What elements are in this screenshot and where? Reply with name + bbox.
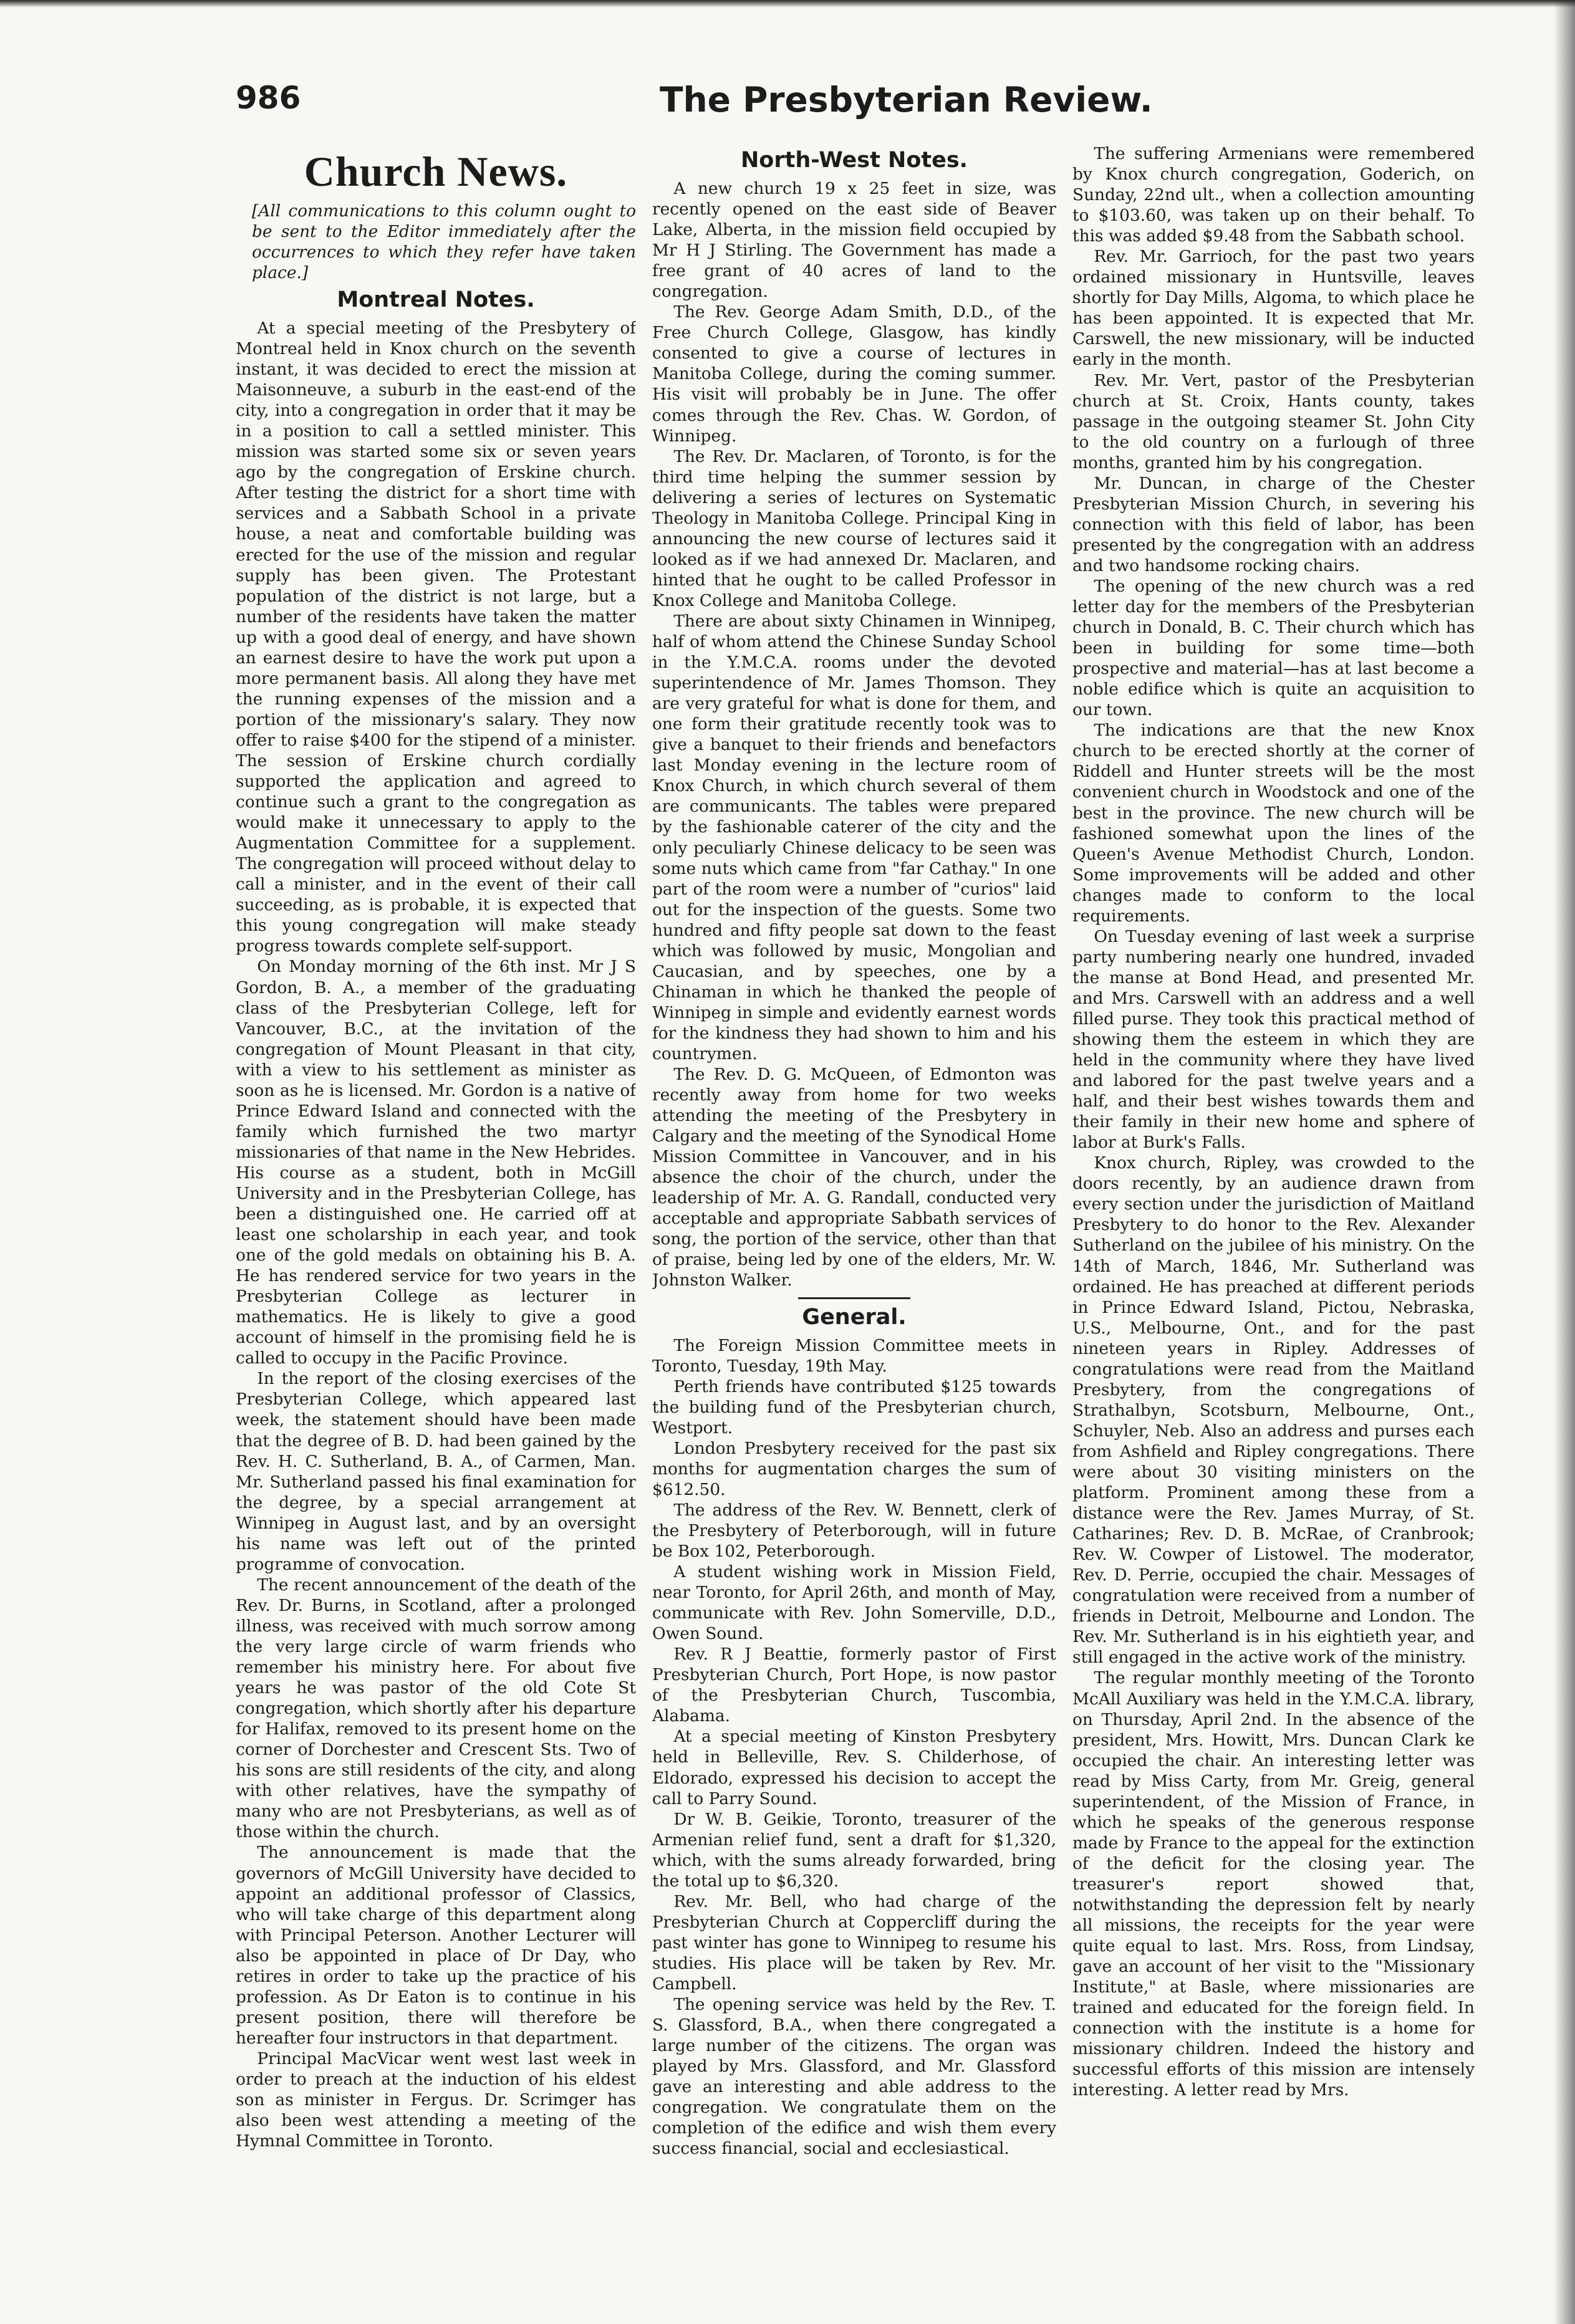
article-paragraph: Principal MacVicar went west last week in order to preach at the induction of his eldest son as minister in Fergus. Dr. Scrimger has also been west attending a meeting of the Hymnal Committee in Toronto. (236, 2048, 636, 2151)
column-2 (652, 143, 1056, 2307)
article-paragraph: Rev. Mr. Vert, pastor of the Presbyterian church at St. Croix, Hants county, takes passage in the outgoing steamer St. John City to the old country on a furlough of three months, granted him by his congregation. (1072, 370, 1475, 473)
scan-edge-right (1554, 0, 1575, 2324)
section-masthead: Church News. (304, 148, 568, 195)
column-1 (236, 143, 636, 2307)
article-paragraph: The Rev. D. G. McQueen, of Edmonton was recently away from home for two weeks attending the meeting of the Presbytery in Calgary and the meeting of the Synodical Home Mission Committee in Vancouver, and in his absence the choir of the church, under the leadership of Mr. A. G. Randall, conducted very acceptable and appropriate Sabbath services of song, the portion of the service, other than that of praise, being led by one of the elders, Mr. W. Johnston Walker. (652, 1065, 1056, 1290)
article-paragraph: At a special meeting of the Presbytery of Montreal held in Knox church on the seventh instant, it was decided to erect the mission at Maisonneuve, a suburb in the east-end of the city, into a congregation in order that it may be in a position to call a settled minister. This mission was started some six or seven years ago by the congregation of Erskine church. After testing the district for a short time with services and a Sabbath School in a private house, a neat and comfortable building was erected for the use of the mission and regular supply has been given. The Protestant population of the district is not large, but a number of the residents have taken the matter up with a good deal of energy, and have shown an earnest desire to have the work put upon a more permanent basis. All along they have met the running expenses of the mission and a portion of the missionary's salary. They now offer to raise $400 for the stipend of a minister. The session of Erskine church cordially supported the application and agreed to continue such a grant to the congregation as would make it unnecessary to apply to the Augmentation Committee for a supplement. The congregation will proceed without delay to call a minister, and in the event of their call succeeding, as is probable, it is expected that this young congregation will make steady progress towards complete self-support. (236, 319, 636, 956)
heading-north-west-notes: North-West Notes. (741, 148, 968, 173)
article-paragraph: The announcement is made that the governors of McGill University have decided to appoint an additional professor of Classics, who will take charge of this department along with Principal Peterson. Another Lecturer will also be appointed in place of Dr Day, who retires in order to take up the practice of his profession. As Dr Eaton is to continue in his present position, there will therefore be hereafter four instructors in that department. (236, 1843, 636, 2048)
article-paragraph: The recent announcement of the death of the Rev. Dr. Burns, in Scotland, after a prolonged illness, was received with much sorrow among the very large circle of warm friends who remember his ministry here. For about five years he was pastor of the old Cote St congregation, which shortly after his departure for Halifax, removed to its present home on the corner of Dorchester and Crescent Sts. Two of his sons are still residents of the city, and along with other relatives, have the sympathy of many who are not Presbyterians, as well as of those within the church. (236, 1575, 636, 1842)
page-number: 986 (236, 80, 301, 116)
article-paragraph: In the report of the closing exercises of the Presbyterian College, which appeared last week, the statement should have been made that the degree of B. D. had been gained by the Rev. H. C. Sutherland, B. A., of Carmen, Man. Mr. Sutherland passed his final examination for the degree, by a special arrangement at Winnipeg in August last, and by an oversight his name was left out of the printed programme of convocation. (236, 1369, 636, 1574)
heading-general: General. (802, 1304, 907, 1330)
article-paragraph: Rev. Mr. Garrioch, for the past two years ordained missionary in Huntsville, leaves shortly for Day Mills, Algoma, to which place he has been appointed. It is expected that Mr. Carswell, the new missionary, will be inducted early in the month. (1072, 247, 1475, 370)
article-paragraph: The Rev. George Adam Smith, D.D., of the Free Church College, Glasgow, has kindly consented to give a course of lectures in Manitoba College, during the coming summer. His visit will probably be in June. The offer comes through the Rev. Chas. W. Gordon, of Winnipeg. (652, 302, 1056, 446)
editor-note: [All communications to this column ought to be sent to the Editor immediately after the occurrences to which they refer have taken place.] (252, 201, 636, 282)
article-paragraph: The opening service was held by the Rev. T. S. Glassford, B.A., when there congregated a large number of the citizens. The organ was played by Mrs. Glassford, and Mr. Glassford gave an interesting and able address to the congregation. We congratulate them on the completion of the edifice and wish them every success financial, social and ecclesiastical. (652, 1995, 1056, 2159)
heading-montreal-notes: Montreal Notes. (337, 287, 535, 312)
article-paragraph: A student wishing work in Mission Field, near Toronto, for April 26th, and month of May, communicate with Rev. John Somerville, D.D., Owen Sound. (652, 1562, 1056, 1644)
article-paragraph: Perth friends have contributed $125 towards the building fund of the Presbyterian church, Westport. (652, 1376, 1056, 1438)
article-paragraph: At a special meeting of Kinston Presbytery held in Belleville, Rev. S. Childerhose, of Eldorado, expressed his decision to accept the call to Parry Sound. (652, 1727, 1056, 1808)
article-paragraph: Mr. Duncan, in charge of the Chester Presbyterian Mission Church, in severing his connection with this field of labor, has been presented by the congregation with an address and two handsome rocking chairs. (1072, 473, 1475, 575)
column-3 (1072, 143, 1475, 2307)
article-paragraph: The Rev. Dr. Maclaren, of Toronto, is for the third time helping the summer session by delivering a series of lectures on Systematic Theology in Manitoba College. Principal King in announcing the new course of lectures said it looked as if we had annexed Dr. Maclaren, and hinted that he ought to be called Professor in Knox College and Manitoba College. (652, 446, 1056, 610)
article-paragraph: The regular monthly meeting of the Toronto McAll Auxiliary was held in the Y.M.C.A. library, on Thursday, April 2nd. In the absence of the president, Mrs. Howitt, Mrs. Duncan Clark ke occupied the chair. An interesting letter was read by Miss Carty, from Mr. Greig, general superintendent, of the Mission of France, in which he speaks of the generous response made by France to the appeal for the extinction of the deficit for the closing year. The treasurer's report showed that, notwithstanding the depression felt by nearly all missions, the receipts for the year were quite equal to last. Mrs. Ross, from Lindsay, gave an account of her visit to the "Missionary Institute," at Basle, where missionaries are trained and educated for the foreign field. In connection with the institute is a home for missionary children. Indeed the history and successful efforts of this mission are intensely interesting. A letter read by Mrs. (1072, 1668, 1475, 2100)
page-header (236, 80, 1473, 126)
article-paragraph: The address of the Rev. W. Bennett, clerk of the Presbytery of Peterborough, will in future be Box 102, Peterborough. (652, 1500, 1056, 1561)
article-paragraph: The Foreign Mission Committee meets in Toronto, Tuesday, 19th May. (652, 1335, 1056, 1376)
article-paragraph: Dr W. B. Geikie, Toronto, treasurer of the Armenian relief fund, sent a draft for $1,320, which, with the sums already forwarded, bring the total up to $6,320. (652, 1809, 1056, 1891)
article-paragraph: Rev. Mr. Bell, who had charge of the Presbyterian Church at Coppercliff during the past winter has gone to Winnipeg to resume his studies. His place will be taken by Rev. Mr. Campbell. (652, 1891, 1056, 1994)
article-paragraph: On Tuesday evening of last week a surprise party numbering nearly one hundred, invaded the manse at Bond Head, and presented Mr. and Mrs. Carswell with an address and a well filled purse. They took this practical method of showing them the esteem in which they are held in the community where they have lived and labored for the past twelve years and a half, and their best wishes towards them and their family in their new home and sphere of labor at Burk's Falls. (1072, 926, 1475, 1153)
scan-edge-top (0, 0, 1575, 7)
article-paragraph: The indications are that the new Knox church to be erected shortly at the corner of Riddell and Hunter streets will be the most convenient church in Woodstock and one of the best in the province. The new church will be fashioned somewhat upon the lines of the Queen's Avenue Methodist Church, London. Some improvements will be added and other changes made to conform to the local requirements. (1072, 721, 1475, 926)
section-divider (798, 1297, 910, 1299)
article-paragraph: Knox church, Ripley, was crowded to the doors recently, by an audience drawn from every section under the jurisdiction of Maitland Presbytery to do honor to the Rev. Alexander Sutherland on the jubilee of his ministry. On the 14th of March, 1846, Mr. Sutherland was ordained. He has preached at different periods in Prince Edward Island, Pictou, Nebraska, U.S., Melbourne, Ont., and for the past nineteen years in Ripley. Addresses of congratulations were read from the Maitland Presbytery, from the congregations of Strathalbyn, Scotsburn, Melbourne, Ont., Schuyler, Neb. Also an address and purses each from Ashfield and Ripley congregations. There were about 30 visiting ministers on the platform. Prominent among these from a distance were the Rev. James Murray, of St. Catharines; Rev. D. B. McRae, of Cranbrook; Rev. W. Cowper of Listowel. The moderator, Rev. D. Perrie, occupied the chair. Messages of congratulation were received from a number of friends in Detroit, Melbourne and London. The Rev. Mr. Sutherland is in his eightieth year, and still engaged in the active work of the ministry. (1072, 1153, 1475, 1668)
article-paragraph: There are about sixty Chinamen in Winnipeg, half of whom attend the Chinese Sunday School in the Y.M.C.A. rooms under the devoted superintendence of Mr. James Thomson. They are very grateful for what is done for them, and one form their gratitude recently took was to give a banquet to their friends and benefactors last Monday evening in the lecture room of Knox Church, in which church several of them are communicants. The tables were prepared by the fashionable caterer of the city and the only peculiarly Chinese delicacy to be seen was some nuts which came from "far Cathay." In one part of the room were a number of "curios" laid out for the inspection of the guests. Some two hundred and fifty people sat down to the feast which was followed by music, Mongolian and Caucasian, and by speeches, one by a Chinaman in which he thanked the people of Winnipeg in simple and evidently earnest words for the kindness they had shown to him and his countrymen. (652, 611, 1056, 1064)
article-paragraph: Rev. R J Beattie, formerly pastor of First Presbyterian Church, Port Hope, is now pastor of the Presbyterian Church, Tuscombia, Alabama. (652, 1645, 1056, 1726)
article-paragraph: On Monday morning of the 6th inst. Mr J S Gordon, B. A., a member of the graduating class of the Presbyterian College, left for Vancouver, B.C., at the invitation of the congregation of Mount Pleasant in that city, with a view to his settlement as minister as soon as he is licensed. Mr. Gordon is a native of Prince Edward Island and connected with the family which furnished the two martyr missionaries of that name in the New Hebrides. His course as a student, both in McGill University and in the Presbyterian College, has been a distinguished one. He carried off at least one scholarship in each year, and took one of the gold medals on obtaining his B. A. He has rendered service for two years in the Presbyterian College as lecturer in mathematics. He is likely to give a good account of himself in the promising field he is called to occupy in the Pacific Province. (236, 957, 636, 1368)
article-paragraph: London Presbytery received for the past six months for augmentation charges the sum of $612.50. (652, 1438, 1056, 1499)
article-paragraph: The opening of the new church was a red letter day for the members of the Presbyterian church in Donald, B. C. Their church which has been in building for some time—both prospective and material—has at last become a noble edifice which is quite an acquisition to our town. (1072, 576, 1475, 720)
article-paragraph: A new church 19 x 25 feet in size, was recently opened on the east side of Beaver Lake, Alberta, in the mission field occupied by Mr H J Stirling. The Government has made a free grant of 40 acres of land to the congregation. (652, 179, 1056, 302)
article-paragraph: The suffering Armenians were remembered by Knox church congregation, Goderich, on Sunday, 22nd ult., when a collection amounting to $103.60, was taken up on their behalf. To this was added $9.48 from the Sabbath school. (1072, 144, 1475, 246)
journal-title: The Presbyterian Review. (660, 80, 1153, 120)
